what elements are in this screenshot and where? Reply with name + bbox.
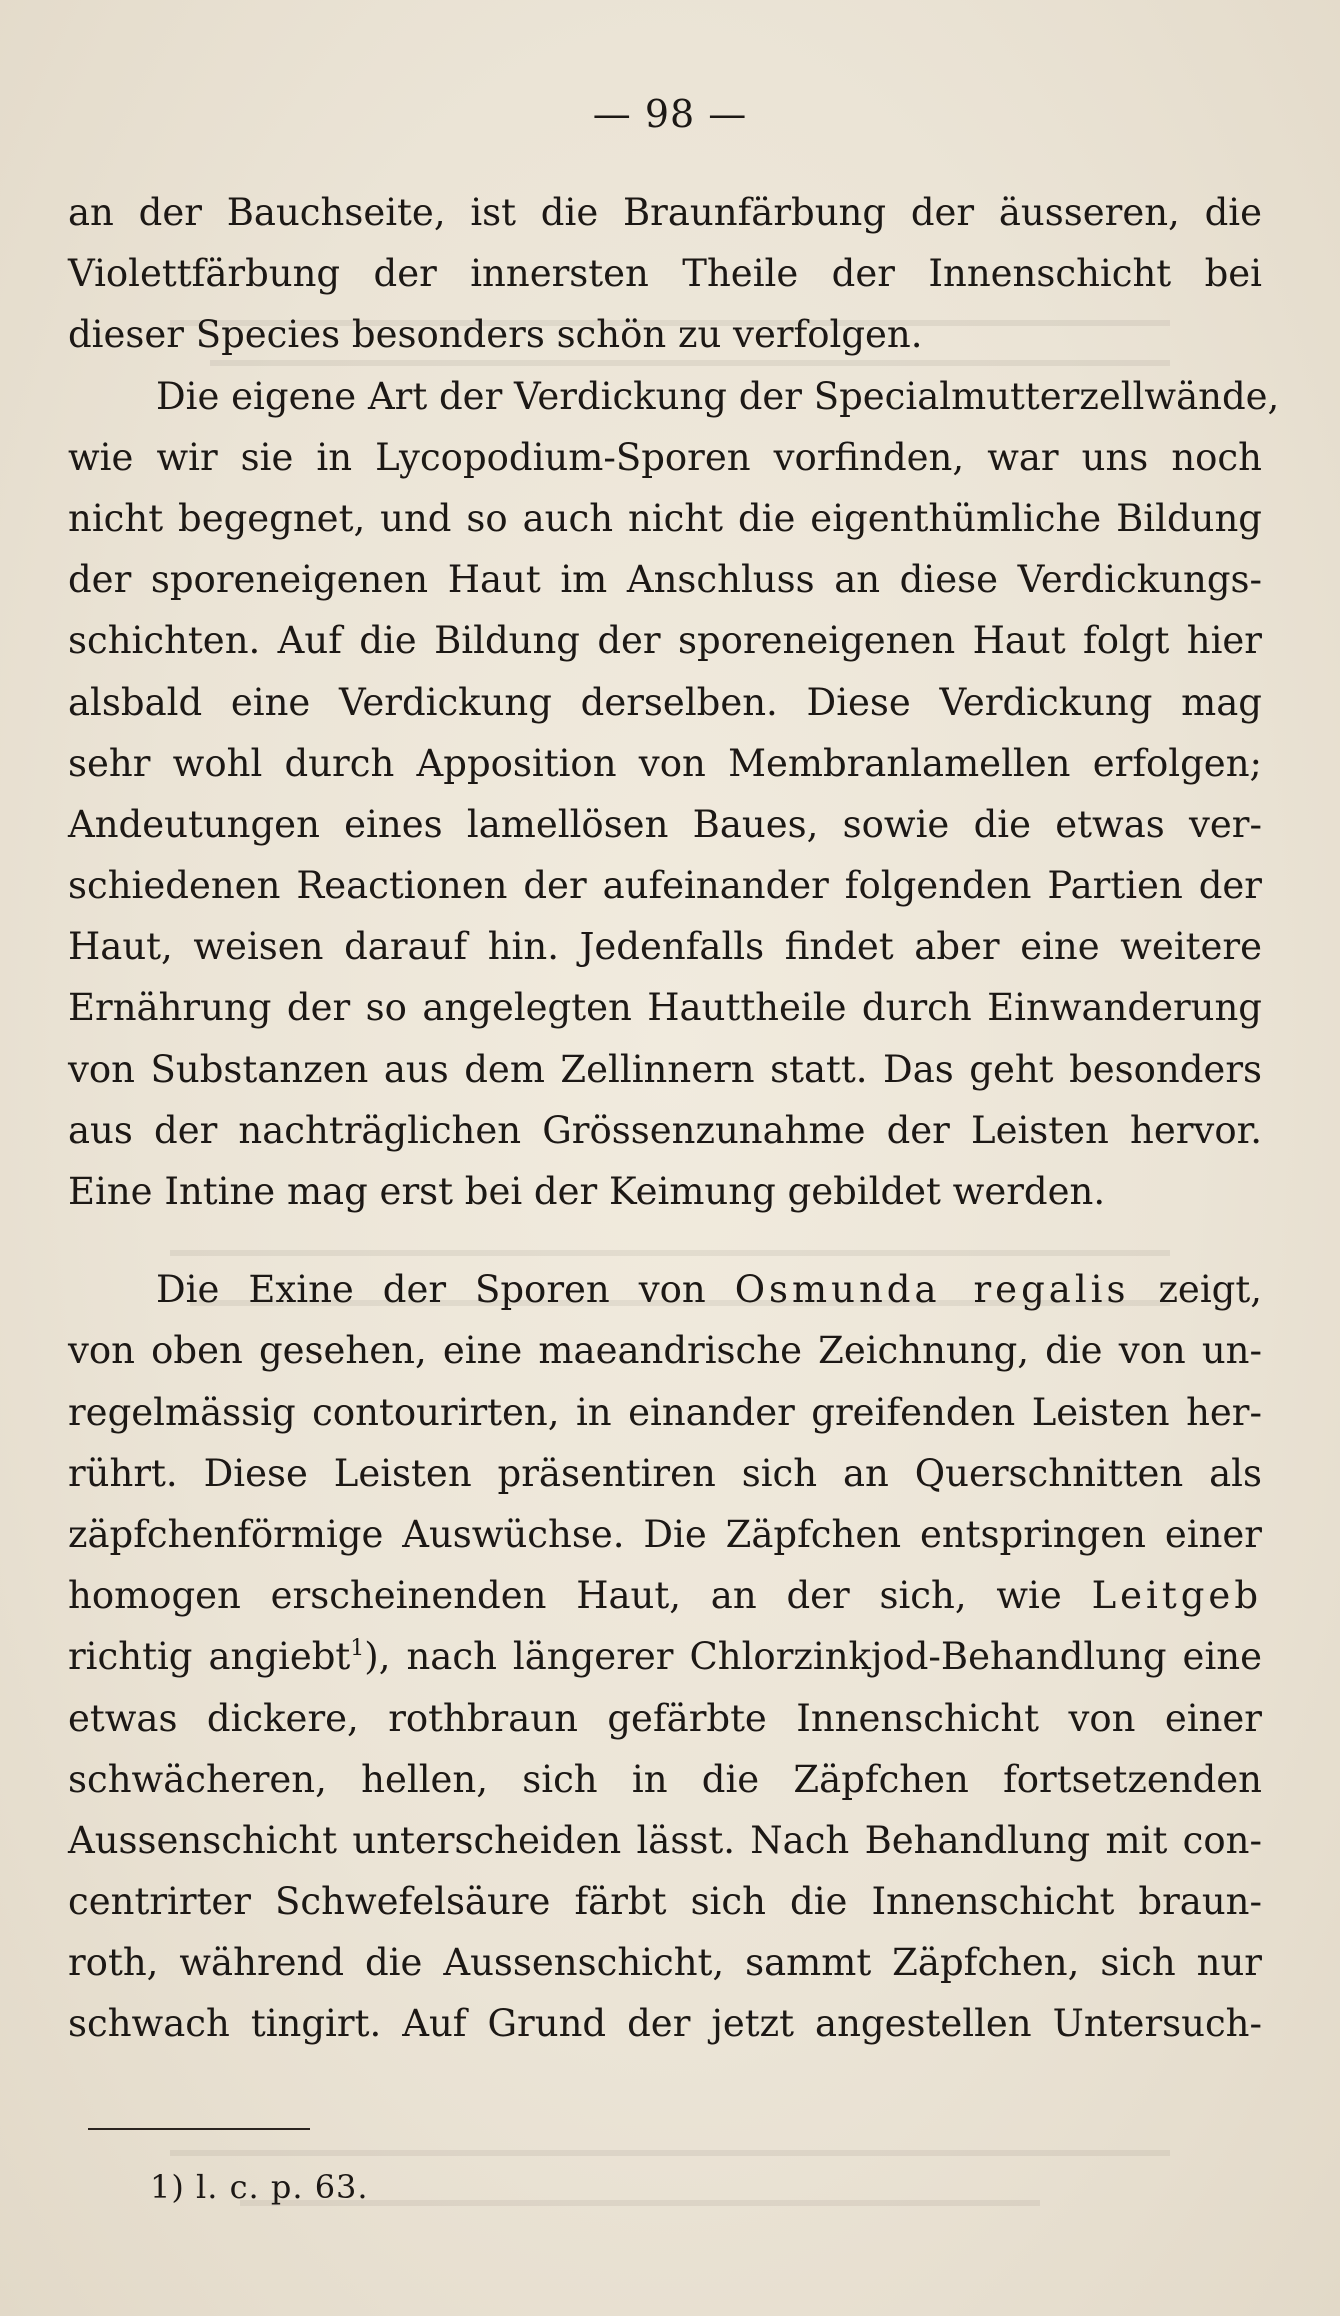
text-line: roth, während die Aussenschicht, sammt Zäpfchen, sich nur bbox=[68, 1941, 1262, 1985]
text-line: regelmässig contourirten, in einander greifenden Leisten her- bbox=[68, 1390, 1262, 1434]
text-run: ), nach längerer Chlorzinkjod-Behandlung eine bbox=[364, 1635, 1262, 1679]
species-name: Osmunda regalis bbox=[734, 1268, 1130, 1312]
footnote-marker: 1) bbox=[150, 2168, 185, 2206]
text-line: schiedenen Reactionen der aufeinander folgenden Partien der bbox=[68, 864, 1262, 908]
text-run: zeigt, bbox=[1129, 1268, 1262, 1312]
body-text bbox=[68, 182, 1280, 2055]
text-run: richtig angiebt bbox=[68, 1635, 351, 1679]
text-line: Die eigene Art der Verdickung der Specialmutterzellwände, bbox=[156, 374, 1280, 418]
text-line: rührt. Diese Leisten präsentiren sich an Querschnitten als bbox=[68, 1451, 1262, 1495]
text-line bbox=[68, 1565, 1262, 1626]
footnote bbox=[150, 2168, 369, 2206]
text-line: wie wir sie in Lycopodium-Sporen vorfinden, war uns noch bbox=[68, 435, 1262, 479]
text-line: dieser Species besonders schön zu verfolgen. bbox=[68, 313, 923, 357]
paragraph-1 bbox=[68, 182, 1262, 366]
text-line: schwächeren, hellen, sich in die Zäpfchen fortsetzenden bbox=[68, 1757, 1262, 1801]
text-line: sehr wohl durch Apposition von Membranlamellen erfolgen; bbox=[68, 741, 1262, 785]
page-number: — 98 — bbox=[592, 92, 748, 136]
text-line: Aussenschicht unterscheiden lässt. Nach Behandlung mit con- bbox=[68, 1818, 1262, 1862]
author-name: Leitgeb bbox=[1091, 1574, 1262, 1618]
footnote-text: l. c. p. 63. bbox=[196, 2168, 369, 2206]
text-line: Ernährung der so angelegten Hauttheile durch Einwanderung bbox=[68, 986, 1262, 1030]
footnote-reference[interactable]: 1 bbox=[350, 1636, 365, 1662]
text-line: etwas dickere, rothbraun gefärbte Innenschicht von einer bbox=[68, 1696, 1262, 1740]
text-line: Eine Intine mag erst bei der Keimung gebildet werden. bbox=[68, 1170, 1106, 1213]
footnote-divider bbox=[88, 2128, 310, 2130]
text-line bbox=[68, 1626, 1262, 1687]
text-line: von oben gesehen, eine maeandrische Zeichnung, die von un- bbox=[68, 1329, 1262, 1373]
paragraph-3 bbox=[68, 1259, 1262, 2054]
text-line: von Substanzen aus dem Zellinnern statt. Das geht besonders bbox=[68, 1047, 1262, 1091]
text-line: an der Bauchseite, ist die Braunfärbung der äusseren, die bbox=[68, 191, 1262, 234]
text-line bbox=[68, 1259, 1262, 1320]
text-line: centrirter Schwefelsäure färbt sich die Innenschicht braun- bbox=[68, 1880, 1262, 1924]
text-run: homogen erscheinenden Haut, an der sich, wie bbox=[68, 1574, 1092, 1618]
text-line: alsbald eine Verdickung derselben. Diese Verdickung mag bbox=[68, 680, 1262, 724]
text-line: Andeutungen eines lamellösen Baues, sowie die etwas ver- bbox=[68, 802, 1262, 846]
text-line: schichten. Auf die Bildung der sporeneigenen Haut folgt hier bbox=[68, 619, 1262, 663]
text-line: schwach tingirt. Auf Grund der jetzt angestellen Untersuch- bbox=[68, 2002, 1262, 2046]
text-line: der sporeneigenen Haut im Anschluss an diese Verdickungs- bbox=[68, 558, 1262, 602]
paragraph-2 bbox=[68, 366, 1280, 1223]
text-line: nicht begegnet, und so auch nicht die eigenthümliche Bildung bbox=[68, 496, 1262, 540]
text-line: aus der nachträglichen Grössenzunahme der Leisten hervor. bbox=[68, 1108, 1262, 1152]
text-run: Die Exine der Sporen von bbox=[156, 1268, 735, 1312]
text-line: Violettfärbung der innersten Theile der Innenschicht bei bbox=[68, 252, 1262, 296]
text-line: Haut, weisen darauf hin. Jedenfalls findet aber eine weitere bbox=[68, 925, 1262, 969]
text-line: zäpfchenförmige Auswüchse. Die Zäpfchen entspringen einer bbox=[68, 1512, 1262, 1556]
